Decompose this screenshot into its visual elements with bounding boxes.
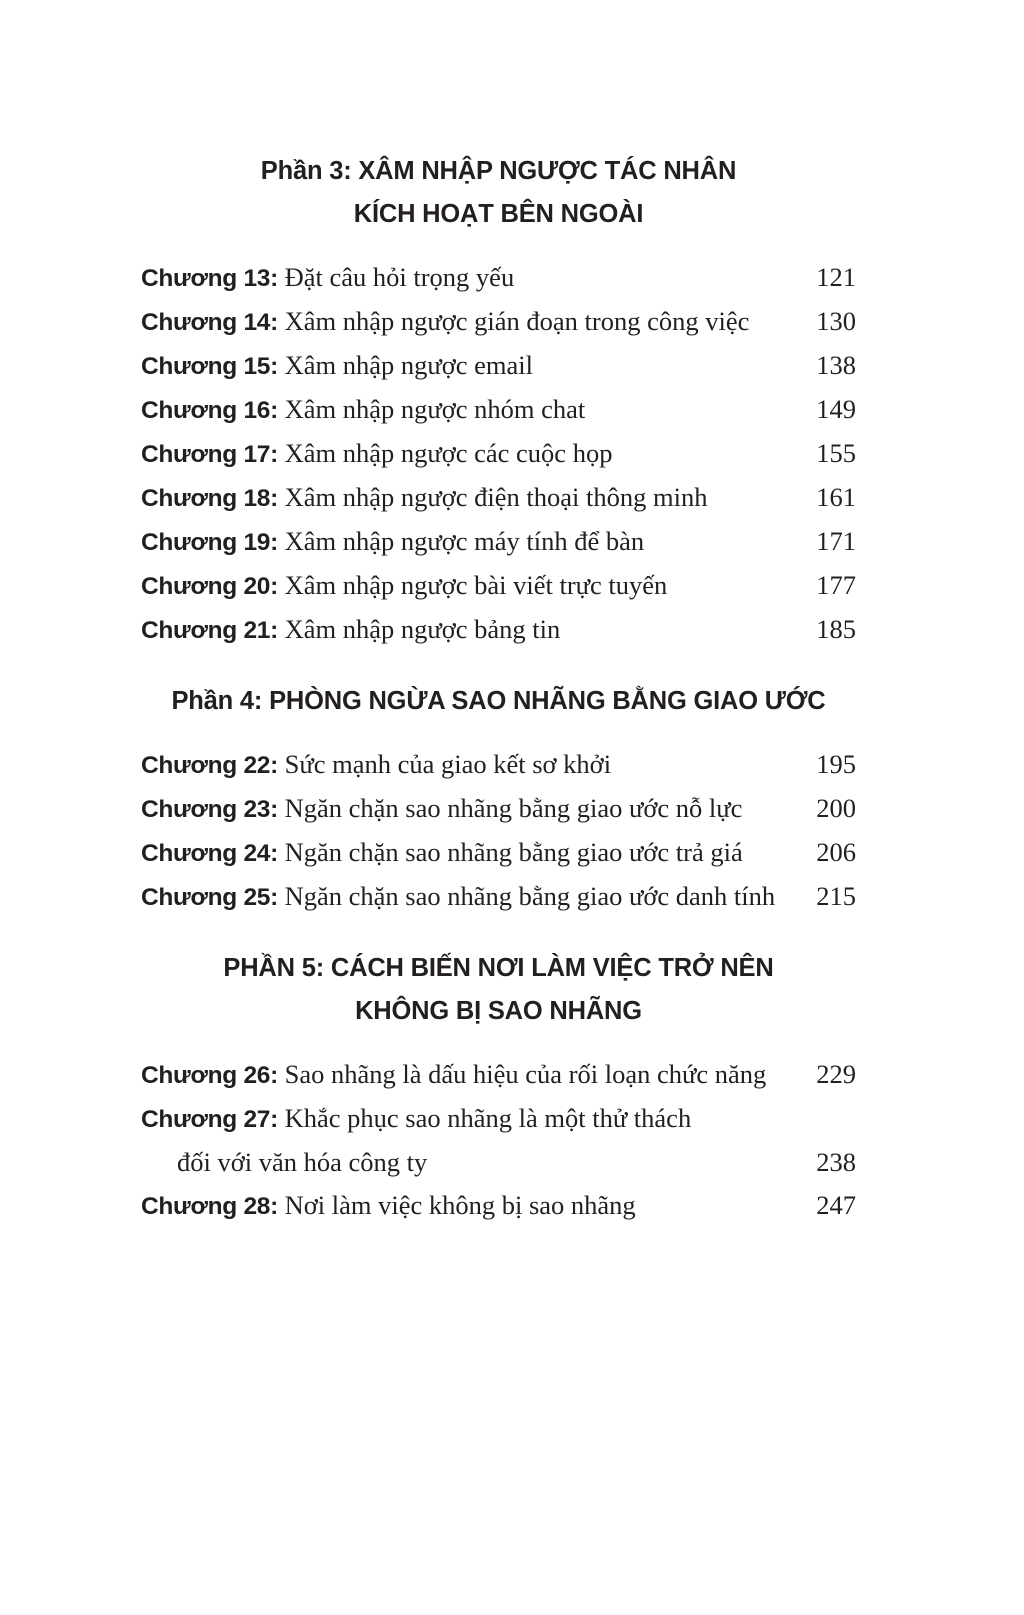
page-number: 171 <box>816 526 856 556</box>
section-heading-part-5 <box>141 947 856 1033</box>
chapter-label: Chương 27: <box>141 1106 278 1133</box>
toc-entry-chapter-15 <box>141 344 856 388</box>
chapter-title: Xâm nhập ngược email <box>284 350 533 380</box>
page-number: 229 <box>816 1059 856 1089</box>
toc-entry-chapter-26 <box>141 1053 856 1097</box>
chapter-list <box>141 1053 856 1228</box>
section-heading-part-3 <box>141 150 856 236</box>
toc-section-part-4 <box>141 680 856 919</box>
page-number: 177 <box>816 570 856 600</box>
page-number: 121 <box>816 262 856 292</box>
page-number: 161 <box>816 482 856 512</box>
chapter-title: Ngăn chặn sao nhãng bằng giao ước nỗ lực <box>284 793 743 823</box>
toc-entry-chapter-18 <box>141 476 856 520</box>
toc-section-part-3 <box>141 150 856 652</box>
chapter-title: Ngăn chặn sao nhãng bằng giao ước danh tính <box>284 881 776 911</box>
page-number: 215 <box>816 881 856 911</box>
section-heading-part-4 <box>141 680 856 723</box>
chapter-label: Chương 26: <box>141 1062 278 1089</box>
toc-entry-chapter-24 <box>141 831 856 875</box>
chapter-title: Sao nhãng là dấu hiệu của rối loạn chức năng <box>284 1059 767 1089</box>
chapter-title-continued: đối với văn hóa công ty <box>177 1147 428 1177</box>
chapter-label: Chương 22: <box>141 752 278 779</box>
chapter-title: Đặt câu hỏi trọng yếu <box>284 262 515 292</box>
chapter-title: Ngăn chặn sao nhãng bằng giao ước trả giá <box>284 837 743 867</box>
page-number: 130 <box>816 306 856 336</box>
chapter-list <box>141 256 856 652</box>
toc-entry-chapter-19 <box>141 520 856 564</box>
chapter-label: Chương 19: <box>141 529 278 556</box>
chapter-label: Chương 14: <box>141 309 278 336</box>
section-heading-line: Phần 3: XÂM NHẬP NGƯỢC TÁC NHÂN <box>260 157 737 185</box>
chapter-label: Chương 21: <box>141 617 278 644</box>
chapter-title: Nơi làm việc không bị sao nhãng <box>284 1190 636 1220</box>
toc-entry-chapter-21 <box>141 608 856 652</box>
page-number: 185 <box>816 614 856 644</box>
toc-entry-chapter-20 <box>141 564 856 608</box>
page-number: 195 <box>816 749 856 779</box>
chapter-label: Chương 15: <box>141 353 278 380</box>
chapter-list <box>141 743 856 919</box>
toc-entry-chapter-25 <box>141 875 856 919</box>
chapter-title: Xâm nhập ngược bài viết trực tuyến <box>284 570 668 600</box>
page-number: 138 <box>816 350 856 380</box>
toc-entry-chapter-14 <box>141 300 856 344</box>
page-number: 155 <box>816 438 856 468</box>
toc-entry-chapter-16 <box>141 388 856 432</box>
toc-entry-chapter-22 <box>141 743 856 787</box>
page-number: 238 <box>816 1147 856 1177</box>
chapter-title: Xâm nhập ngược bảng tin <box>284 614 561 644</box>
chapter-label: Chương 17: <box>141 441 278 468</box>
page-number: 200 <box>816 793 856 823</box>
toc-entry-chapter-27 <box>141 1097 856 1184</box>
section-heading-line: KHÔNG BỊ SAO NHÃNG <box>355 997 642 1025</box>
toc-section-part-5 <box>141 947 856 1228</box>
chapter-label: Chương 24: <box>141 840 278 867</box>
page-number: 206 <box>816 837 856 867</box>
section-heading-line: Phần 4: PHÒNG NGỪA SAO NHÃNG BẰNG GIAO ƯỚC <box>171 687 826 715</box>
page-number: 247 <box>816 1190 856 1220</box>
chapter-label: Chương 18: <box>141 485 278 512</box>
chapter-title: Xâm nhập ngược nhóm chat <box>284 394 586 424</box>
chapter-label: Chương 16: <box>141 397 278 424</box>
chapter-title: Sức mạnh của giao kết sơ khởi <box>284 749 612 779</box>
chapter-label: Chương 13: <box>141 265 278 292</box>
section-heading-line: KÍCH HOẠT BÊN NGOÀI <box>353 200 644 228</box>
toc-entry-chapter-23 <box>141 787 856 831</box>
page-number: 149 <box>816 394 856 424</box>
toc-entry-chapter-28 <box>141 1184 856 1228</box>
chapter-label: Chương 28: <box>141 1193 278 1220</box>
chapter-title: Xâm nhập ngược máy tính để bàn <box>284 526 645 556</box>
chapter-title: Xâm nhập ngược các cuộc họp <box>284 438 613 468</box>
section-heading-line: PHẦN 5: CÁCH BIẾN NƠI LÀM VIỆC TRỞ NÊN <box>223 954 774 982</box>
chapter-title: Xâm nhập ngược điện thoại thông minh <box>284 482 708 512</box>
chapter-label: Chương 23: <box>141 796 278 823</box>
toc-entry-chapter-13 <box>141 256 856 300</box>
chapter-label: Chương 25: <box>141 884 278 911</box>
chapter-label: Chương 20: <box>141 573 278 600</box>
toc-entry-chapter-17 <box>141 432 856 476</box>
chapter-title: Xâm nhập ngược gián đoạn trong công việc <box>284 306 750 336</box>
chapter-title: Khắc phục sao nhãng là một thử thách <box>284 1103 692 1133</box>
